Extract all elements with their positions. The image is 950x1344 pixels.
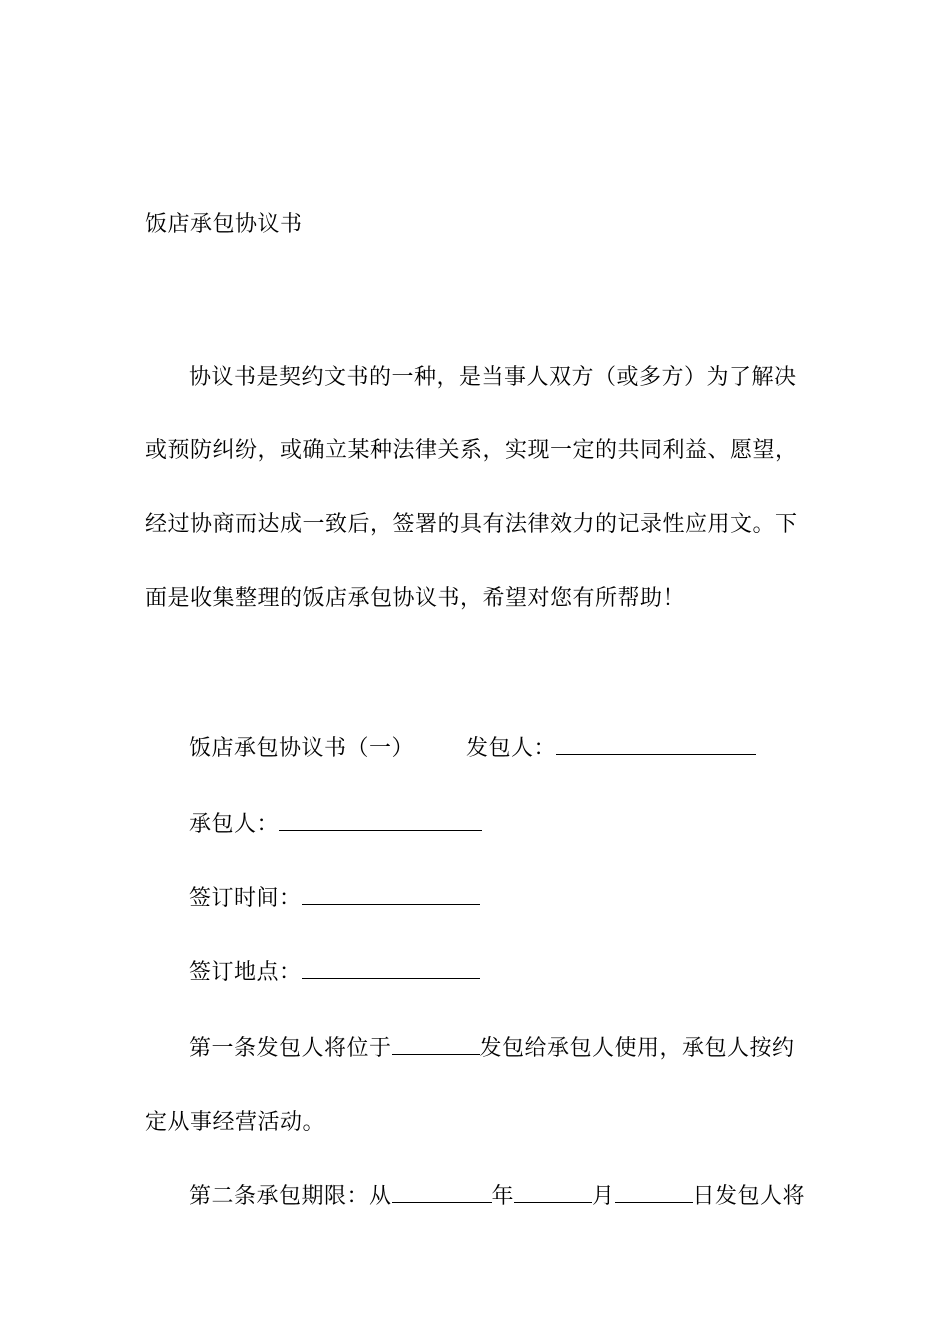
intro-line-1: 协议书是契约文书的一种，是当事人双方（或多方）为了解决 bbox=[189, 365, 797, 390]
contractor-blank bbox=[556, 736, 756, 755]
article-1-blank bbox=[392, 1036, 480, 1055]
document-title: 饭店承包协议书 bbox=[145, 212, 303, 237]
contractee-label: 承包人： bbox=[189, 812, 280, 837]
sign-time-row bbox=[189, 884, 480, 914]
article-2-year-blank bbox=[392, 1184, 492, 1203]
sign-time-blank bbox=[302, 886, 480, 905]
article-1-line2: 定从事经营活动。 bbox=[145, 1110, 326, 1135]
contractee-row bbox=[189, 810, 482, 840]
article-2-year: 年 bbox=[491, 1184, 515, 1209]
sign-time-label: 签订时间： bbox=[189, 886, 302, 911]
article-2-month: 月 bbox=[592, 1184, 615, 1209]
contractor-label: 发包人： bbox=[466, 736, 557, 761]
sign-place-label: 签订地点： bbox=[189, 960, 302, 985]
intro-line-3: 经过协商而达成一致后，签署的具有法律效力的记录性应用文。下 bbox=[145, 512, 798, 537]
article-1-part2: 发包给承包人使用，承包人按约 bbox=[479, 1036, 795, 1061]
intro-line-4: 面是收集整理的饭店承包协议书，希望对您有所帮助！ bbox=[145, 586, 686, 611]
sign-place-blank bbox=[302, 960, 480, 979]
article-2-month-blank bbox=[514, 1184, 592, 1203]
article-1-row bbox=[189, 1034, 795, 1064]
contractee-blank bbox=[279, 812, 482, 831]
article-2-day-blank bbox=[615, 1184, 693, 1203]
intro-line-2: 或预防纠纷，或确立某种法律关系，实现一定的共同利益、愿望， bbox=[145, 438, 798, 463]
article-2-part1: 第二条承包期限：从 bbox=[189, 1184, 392, 1209]
sign-place-row bbox=[189, 958, 480, 988]
article-2-part2: 日发包人将 bbox=[692, 1184, 806, 1209]
article-1-part1: 第一条发包人将位于 bbox=[189, 1036, 392, 1061]
article-2-row bbox=[189, 1182, 805, 1212]
section-heading: 饭店承包协议书（一） bbox=[189, 736, 415, 761]
section-heading-row bbox=[189, 734, 756, 764]
